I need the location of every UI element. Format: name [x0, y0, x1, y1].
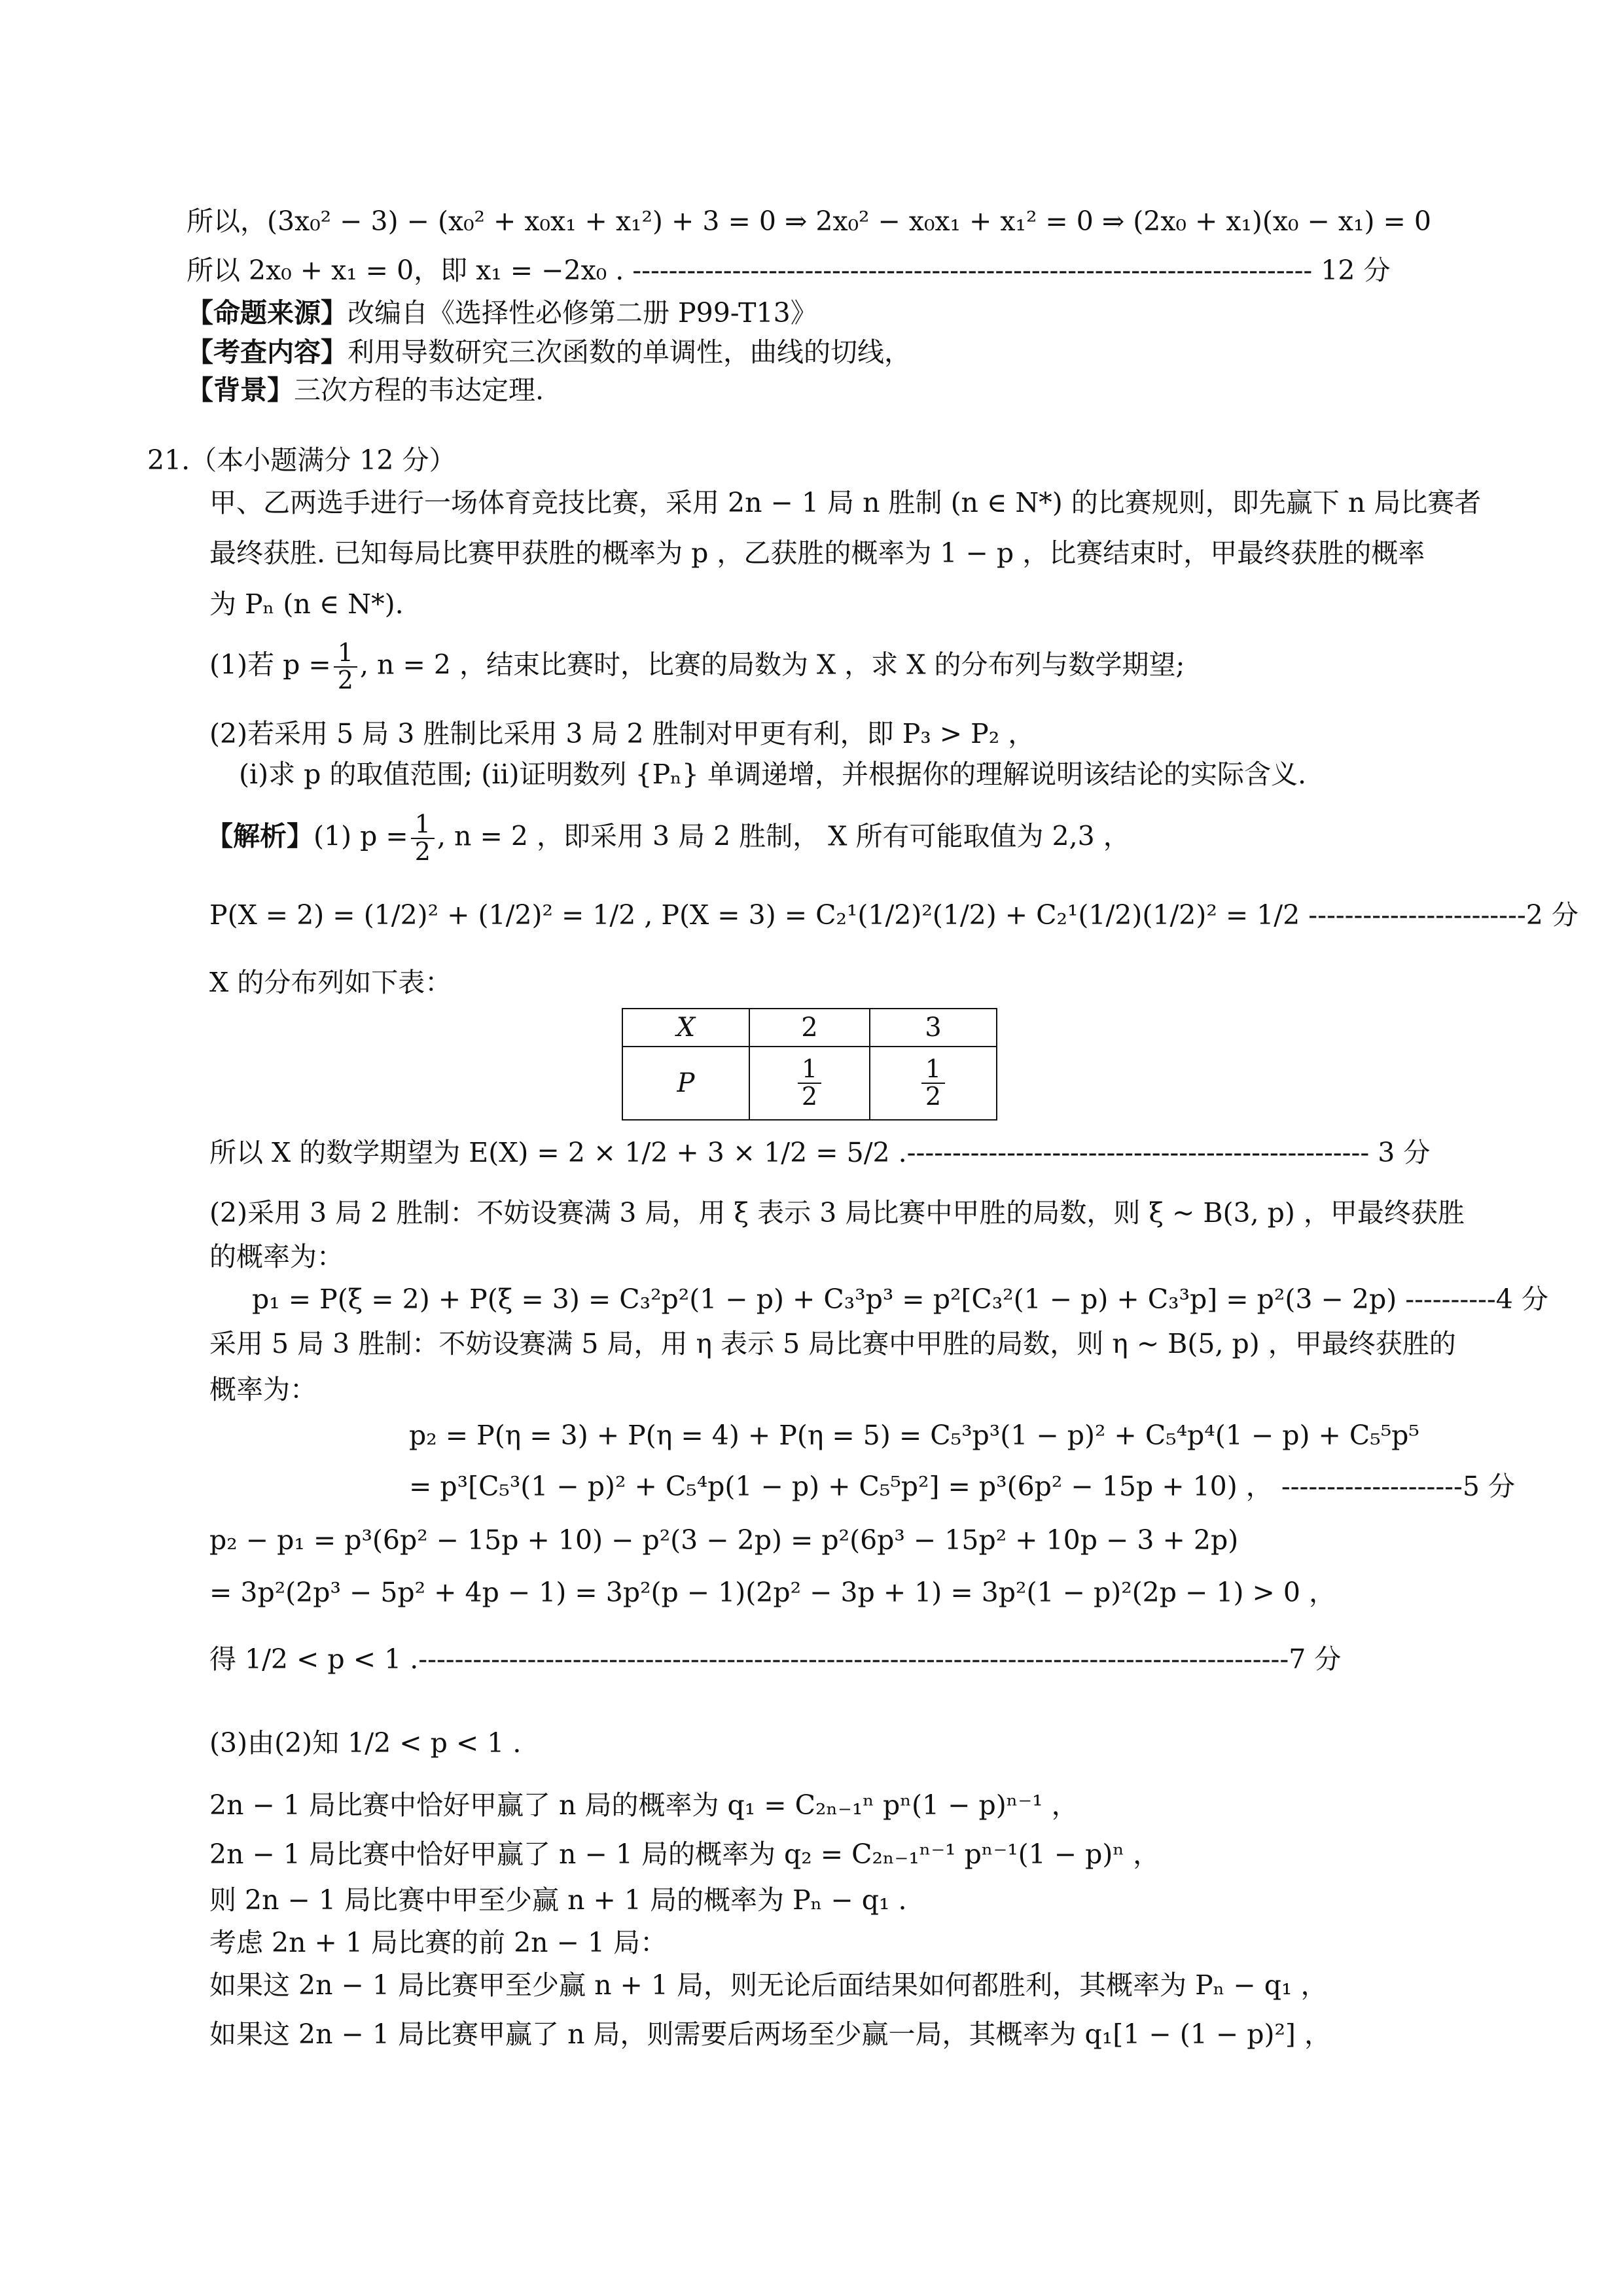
solution-text: (2)采用 3 局 2 胜制：不妨设赛满 3 局，用 ξ 表示 3 局比赛中甲胜的局数，则 ξ ~ B(3, p) ，甲最终获胜: [209, 1197, 1465, 1229]
fraction-denominator: 2: [337, 665, 353, 694]
table-row: [622, 1009, 997, 1047]
solution-text: 概率为：: [209, 1374, 317, 1405]
background-label: 【背景】: [187, 374, 294, 406]
table-header-cell: X: [622, 1009, 749, 1047]
table-header-cell: 2: [749, 1009, 870, 1047]
problem-stem: 最终获胜. 已知每局比赛甲获胜的概率为 p ，乙获胜的概率为 1 − p ，比赛结束时，甲最终获胜的概率: [209, 537, 1425, 569]
question-2-sub: (i)求 p 的取值范围; (ii)证明数列 {Pₙ} 单调递增，并根据你的理解说明该结论的实际含义.: [239, 759, 1307, 790]
equation-line: 所以 2x₀ + x₁ = 0，即 x₁ = −2x₀ . --------------------------------------------------------------------------- 12 分: [187, 255, 1391, 286]
equation-line: 所以，(3x₀² − 3) − (x₀² + x₀x₁ + x₁²) + 3 = 0 ⇒ 2x₀² − x₀x₁ + x₁² = 0 ⇒ (2x₀ + x₁)(x₀ − x₁) = 0: [187, 206, 1431, 237]
solution-1-suffix: , n = 2 ，即采用 3 局 2 胜制， X 所有可能取值为 2,3 ，: [437, 820, 1130, 852]
solution-text: 的概率为：: [209, 1241, 344, 1272]
table-caption: X 的分布列如下表：: [209, 967, 452, 998]
question-1-suffix: , n = 2 ，结束比赛时，比赛的局数为 X ，求 X 的分布列与数学期望;: [359, 649, 1185, 681]
fraction-numerator: 1: [411, 812, 435, 839]
expectation-line: 所以 X 的数学期望为 E(X) = 2 × 1/2 + 3 × 1/2 = 5/2 .--------------------------------------------------- 3 分: [209, 1137, 1431, 1168]
solution-text: 考虑 2n + 1 局比赛的前 2n − 1 局：: [209, 1927, 668, 1958]
question-1-prefix: (1)若 p =: [209, 649, 331, 681]
fraction: [921, 1056, 945, 1110]
fraction: [798, 1056, 821, 1110]
content-note: [187, 337, 911, 368]
solution-text: 则 2n − 1 局比赛中甲至少赢 n + 1 局的概率为 Pₙ − q₁ .: [209, 1884, 907, 1916]
background-text: 三次方程的韦达定理.: [294, 374, 544, 406]
fraction-denominator: 2: [414, 836, 431, 866]
equation-line: p₂ = P(η = 3) + P(η = 4) + P(η = 5) = C₅³p³(1 − p)² + C₅⁴p⁴(1 − p) + C₅⁵p⁵: [409, 1420, 1419, 1451]
solution-text: 如果这 2n − 1 局比赛甲赢了 n 局，则需要后两场至少赢一局，其概率为 q₁[1 − (1 − p)²] ，: [209, 2018, 1331, 2050]
fraction: [334, 640, 357, 694]
equation-line: 得 1/2 < p < 1 .------------------------------------------------------------------------------------------------7 分: [209, 1643, 1342, 1675]
question-2: (2)若采用 5 局 3 胜制比采用 3 局 2 胜制对甲更有利，即 P₃ > P₂ ，: [209, 718, 1035, 749]
source-text: 改编自《选择性必修第二册 P99-T13》: [348, 297, 817, 329]
solution-part-1: [206, 812, 1130, 865]
fraction-numerator: 1: [798, 1056, 821, 1084]
question-1: [209, 640, 1185, 694]
probability-calc: P(X = 2) = (1/2)² + (1/2)² = 1/2 , P(X = 3) = C₂¹(1/2)²(1/2) + C₂¹(1/2)(1/2)² = 1/2 ------------------------2 分: [209, 899, 1578, 931]
fraction-numerator: 1: [334, 640, 357, 668]
content-label: 【考查内容】: [187, 336, 348, 368]
solution-text: 如果这 2n − 1 局比赛甲至少赢 n + 1 局，则无论后面结果如何都胜利，其概率为 Pₙ − q₁ ，: [209, 1969, 1328, 2001]
distribution-table: [622, 1008, 997, 1121]
problem-stem: 甲、乙两选手进行一场体育竞技比赛，采用 2n − 1 局 n 胜制 (n ∈ N*) 的比赛规则，即先赢下 n 局比赛者: [209, 487, 1482, 518]
table-cell: P: [622, 1047, 749, 1120]
fraction: [411, 812, 435, 865]
table-cell: [870, 1047, 997, 1120]
solution-1-prefix: (1) p =: [313, 820, 408, 852]
solution-text: 采用 5 局 3 胜制：不妨设赛满 5 局，用 η 表示 5 局比赛中甲胜的局数，则 η ~ B(5, p) ，甲最终获胜的: [209, 1328, 1456, 1359]
content-text: 利用导数研究三次函数的单调性，曲线的切线，: [348, 336, 911, 368]
background-note: [187, 375, 544, 406]
source-note: [187, 298, 817, 329]
fraction-numerator: 1: [921, 1056, 945, 1084]
source-label: 【命题来源】: [187, 297, 348, 329]
solution-text: 2n − 1 局比赛中恰好甲赢了 n − 1 局的概率为 q₂ = C₂ₙ₋₁ⁿ⁻¹ pⁿ⁻¹(1 − p)ⁿ ，: [209, 1839, 1160, 1870]
table-row: [622, 1047, 997, 1120]
equation-line: p₁ = P(ξ = 2) + P(ξ = 3) = C₃²p²(1 − p) + C₃³p³ = p²[C₃²(1 − p) + C₃³p] = p²(3 − 2p) ----------4 分: [252, 1283, 1548, 1315]
solution-text: (3)由(2)知 1/2 < p < 1 .: [209, 1727, 522, 1759]
problem-stem: 为 Pₙ (n ∈ N*).: [209, 588, 404, 620]
table-header-cell: 3: [870, 1009, 997, 1047]
table-cell: [749, 1047, 870, 1120]
fraction-denominator: 2: [801, 1082, 818, 1111]
solution-text: 2n − 1 局比赛中恰好甲赢了 n 局的概率为 q₁ = C₂ₙ₋₁ⁿ pⁿ(1 − p)ⁿ⁻¹ ，: [209, 1789, 1079, 1821]
solution-label: 【解析】: [206, 820, 313, 852]
equation-line: = p³[C₅³(1 − p)² + C₅⁴p(1 − p) + C₅⁵p²] = p³(6p² − 15p + 10) ， --------------------5 分: [409, 1471, 1516, 1502]
problem-header: 21.（本小题满分 12 分）: [147, 444, 456, 476]
equation-line: = 3p²(2p³ − 5p² + 4p − 1) = 3p²(p − 1)(2p² − 3p + 1) = 3p²(1 − p)²(2p − 1) > 0 ，: [209, 1577, 1336, 1608]
fraction-denominator: 2: [925, 1082, 942, 1111]
equation-line: p₂ − p₁ = p³(6p² − 15p + 10) − p²(3 − 2p) = p²(6p³ − 15p² + 10p − 3 + 2p): [209, 1524, 1239, 1556]
